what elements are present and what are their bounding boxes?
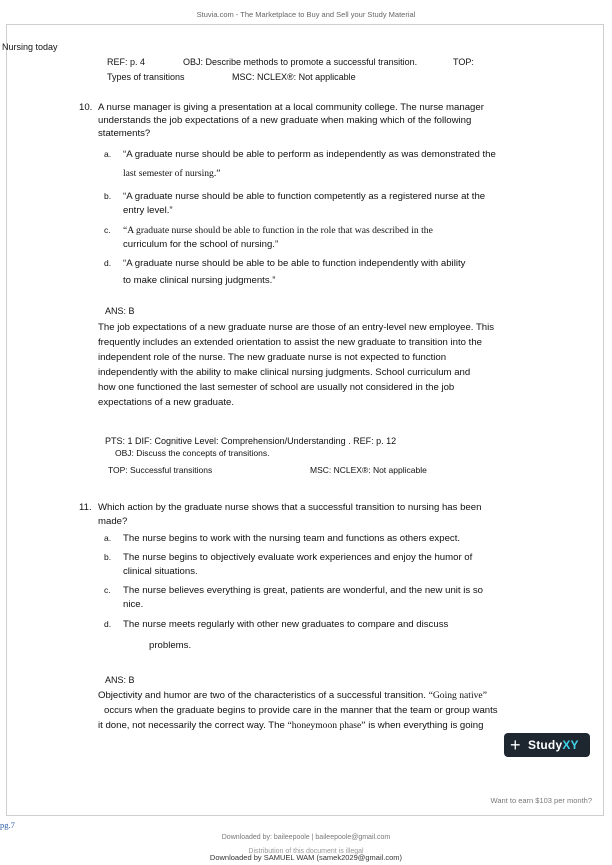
- q10-rationale-line6: expectations of a new graduate.: [98, 397, 235, 408]
- q10-meta-line1: PTS: 1 DIF: Cognitive Level: Comprehension/Understanding . REF: p. 12: [105, 436, 397, 446]
- q11-option-c-line1: The nurse believes everything is great, patients are wonderful, and the new unit is so: [123, 585, 483, 596]
- prev-top-value: Types of transitions: [107, 72, 185, 82]
- q10-rationale-line2: frequently includes an extended orientation to assist the new graduate to transition into the: [98, 337, 482, 348]
- q11-option-c-letter: c.: [104, 585, 111, 595]
- q11-stem-line2: made?: [98, 516, 128, 527]
- q11-rationale-line1: [98, 689, 487, 703]
- q11-number: 11.: [79, 502, 92, 513]
- footer-distribution-notice: Distribution of this document is illegal: [248, 848, 364, 855]
- plus-icon: +: [510, 735, 521, 755]
- q10-option-a-line2: last semester of nursing.”: [123, 168, 221, 179]
- earn-promo-link[interactable]: Want to earn $103 per month?: [490, 796, 592, 805]
- studyxy-logo-word: Study: [528, 738, 563, 752]
- q10-option-a-line1: “A graduate nurse should be able to perform as independently as was demonstrated the: [123, 149, 496, 160]
- studyxy-badge[interactable]: [504, 733, 590, 757]
- q10-rationale-line5: how one functioned the last semester of school are usually not considered in the job: [98, 382, 455, 393]
- q11-option-c-line2: nice.: [123, 599, 144, 610]
- prev-ref: REF: p. 4: [107, 57, 146, 67]
- q10-option-d-line1: “A graduate nurse should be able to be able to function independently with ability: [123, 258, 466, 269]
- q11-rationale-line3-end: is when everything is going: [365, 720, 484, 731]
- q10-option-c-line2: curriculum for the school of nursing.”: [123, 239, 279, 250]
- q11-rationale-line3-text: it done, not necessarily the correct way. The: [98, 720, 288, 731]
- q10-rationale-line4: independently with the ability to make clinical nursing judgments. School curriculum and: [98, 367, 471, 378]
- footer-downloaded-by-2: Downloaded by SAMUEL WAM (samek2029@gmail.com): [209, 853, 403, 862]
- q10-option-d-line2: to make clinical nursing judgments.”: [123, 275, 276, 286]
- q11-honeymoon-quote: “honeymoon phase”: [287, 720, 366, 731]
- q10-option-b-letter: b.: [104, 191, 112, 201]
- q10-meta-msc: MSC: NCLEX®: Not applicable: [310, 465, 427, 475]
- q11-going-native-quote: “Going native”: [428, 690, 487, 701]
- q11-option-b-line1: The nurse begins to objectively evaluate work experiences and enjoy the humor of: [123, 552, 473, 563]
- q10-rationale-line1: The job expectations of a new graduate nurse are those of an entry-level new employee. This: [98, 322, 495, 333]
- q11-answer: ANS: B: [105, 675, 135, 685]
- q11-stem-line1: Which action by the graduate nurse shows that a successful transition to nursing has been: [98, 502, 482, 513]
- q10-option-b-line2: entry level.”: [123, 205, 173, 216]
- q11-rationale-line1-text: Objectivity and humor are two of the characteristics of a successful transition.: [98, 690, 429, 701]
- q10-meta-top: TOP: Successful transitions: [108, 465, 213, 475]
- q10-option-c-letter: c.: [104, 225, 111, 235]
- prev-msc: MSC: NCLEX®: Not applicable: [232, 72, 356, 82]
- q11-option-b-line2: clinical situations.: [123, 566, 198, 577]
- prev-top-label: TOP:: [453, 57, 474, 67]
- q10-option-c-line1: “A graduate nurse should be able to function in the role that was described in the: [123, 225, 433, 236]
- site-banner: Stuvia.com - The Marketplace to Buy and Sell your Study Material: [196, 10, 416, 19]
- q11-option-d-line1: The nurse meets regularly with other new graduates to compare and discuss: [123, 619, 449, 630]
- page-number: pg.7: [0, 820, 15, 830]
- q10-option-d-letter: d.: [104, 258, 112, 268]
- q10-stem-line1: A nurse manager is giving a presentation at a local community college. The nurse manager: [98, 102, 484, 113]
- q10-rationale-line3: independent role of the nurse. The new graduate nurse is not expected to function: [98, 352, 447, 363]
- q11-option-d-letter: d.: [104, 619, 112, 629]
- q11-option-b-letter: b.: [104, 552, 112, 562]
- q10-option-a-letter: a.: [104, 149, 112, 159]
- q10-meta-line2: OBJ: Discuss the concepts of transitions.: [115, 448, 270, 458]
- q10-stem-line3: statements?: [98, 128, 151, 139]
- studyxy-logo-accent: XY: [562, 738, 579, 752]
- footer-downloaded-by: Downloaded by: baileepoole | baileepoole@gmail.com: [221, 834, 391, 841]
- running-head: Nursing today: [2, 42, 58, 52]
- q11-option-a-letter: a.: [104, 533, 112, 543]
- q10-answer: ANS: B: [105, 306, 135, 316]
- q11-rationale-line2: occurs when the graduate begins to provide care in the manner that the team or group wants: [104, 705, 498, 716]
- q11-rationale-line3: [98, 719, 483, 733]
- q11-option-a-line1: The nurse begins to work with the nursing team and functions as others expect.: [123, 533, 461, 544]
- q11-option-d-line2: problems.: [149, 640, 192, 651]
- studyxy-logo-text: [528, 738, 579, 752]
- q10-stem-line2: understands the job expectations of a new graduate when making which of the following: [98, 115, 472, 126]
- q10-number: 10.: [79, 102, 93, 113]
- q10-option-b-line1: “A graduate nurse should be able to function competently as a registered nurse at the: [123, 191, 486, 202]
- prev-obj: OBJ: Describe methods to promote a successful transition.: [183, 57, 418, 67]
